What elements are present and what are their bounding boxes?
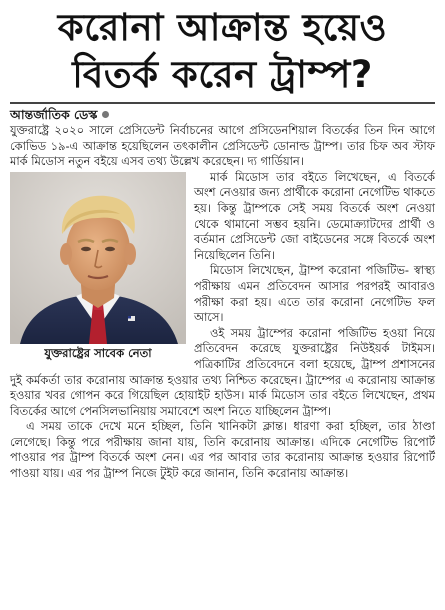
desk-name: আন্তর্জাতিক ডেস্ক — [10, 107, 98, 122]
paragraph-3: মিডোস লিখেছেন, ট্রাম্প করোনা পজিটিভ- স্বাস্থ্য পরীক্ষায় এমন প্রতিবেদন আসার পরপরই আবারও পরীক্ষা করা হয়। এতে তার করোনা নেগেটিভ ফল আসে। — [194, 263, 435, 325]
article-figure — [10, 172, 186, 361]
headline-line-2: বিতর্ক করেন ট্রাম্প? — [72, 53, 373, 96]
paragraph-4: ওই সময় ট্রাম্পের করোনা পজিটিভ হওয়া নিয়ে প্রতিবেদন করেছে যুক্তরাষ্ট্রের নিউইয়র্ক টাইমস। পত্রিকাটির প্রতিবেদনে বলা হয়েছে, ট্রাম্প প্রশাসনের দুই কর্মকর্তা তার করোনায় আক্রান্ত হওয়ার তথ্য নিশ্চিত করেছেন। ট্রাম্পের এ করোনায় আক্রান্ত হওয়ার খবর গোপন করে গিয়েছিল হোয়াইট হাউস। মার্ক মিডোস তার বইতে লিখেছেন, প্রথম বিতর্কের আগে পেনসিলভানিয়ায় সমাবেশে অংশ নিতে যাচ্ছিলেন ট্রাম্প। — [10, 325, 435, 418]
paragraph-1: যুক্তরাষ্ট্রে ২০২০ সালে প্রেসিডেন্ট নির্বাচনের আগে প্রসিডেনশিয়াল বিতর্কের তিন দিন আগে কোভিড ১৯-এ আক্রান্ত হয়েছিলেন তৎকালীন প্রেসিডেন্ট ডোনাল্ড ট্রাম্প। তার চিফ অব স্টাফ মার্ক মিডোস নতুন বইয়ে এসব তথ্য উল্লেখ করেছেন। দ্য গার্ডিয়ান। — [10, 123, 435, 169]
headline-divider — [10, 102, 435, 104]
trump-photo — [10, 172, 186, 344]
portrait-illustration — [10, 172, 186, 344]
paragraph-2: মার্ক মিডোস তার বইতে লিখেছেন, এ বিতর্কে অংশ নেওয়ার জন্য প্রার্থীকে করোনা নেগেটিভ থাকতে হয়। কিন্তু ট্রাম্পকে সেই সময় বিতর্কে অংশ নেওয়া থেকে থামানো সম্ভব হয়নি। ডেমোক্র্যাটদের প্রার্থী ও বর্তমান প্রেসিডেন্ট জো বাইডেনের সঙ্গে বিতর্কে অংশ নিয়েছিলেন তিনি। — [194, 169, 435, 262]
photo-caption: যুক্তরাষ্ট্রের সাবেক নেতা — [44, 345, 152, 360]
dot-icon — [102, 111, 109, 118]
article-body — [10, 123, 435, 482]
headline-line-1: করোনা আক্রান্ত হয়েও — [57, 6, 388, 49]
desk-label — [10, 106, 435, 123]
paragraph-5: এ সময় তাকে দেখে মনে হচ্ছিল, তিনি খানিকটা ক্লান্ত। ধারণা করা হচ্ছিল, তার ঠাণ্ডা লেগেছে। কিন্তু পরে পরীক্ষায় জানা যায়, তিনি করোনায় আক্রান্ত। এদিকে নেগেটিভ রিপোর্ট পাওয়ার পর ট্রাম্প বিতর্কে অংশ নেন। এর পর আবার তার করোনায় আক্রান্ত হওয়ার রিপোর্ট পাওয়া যায়। এর পর ট্রাম্প নিজে টুইট করে জানান, তিনি করোনায় আক্রান্ত। — [10, 419, 435, 481]
article-headline — [10, 4, 435, 98]
